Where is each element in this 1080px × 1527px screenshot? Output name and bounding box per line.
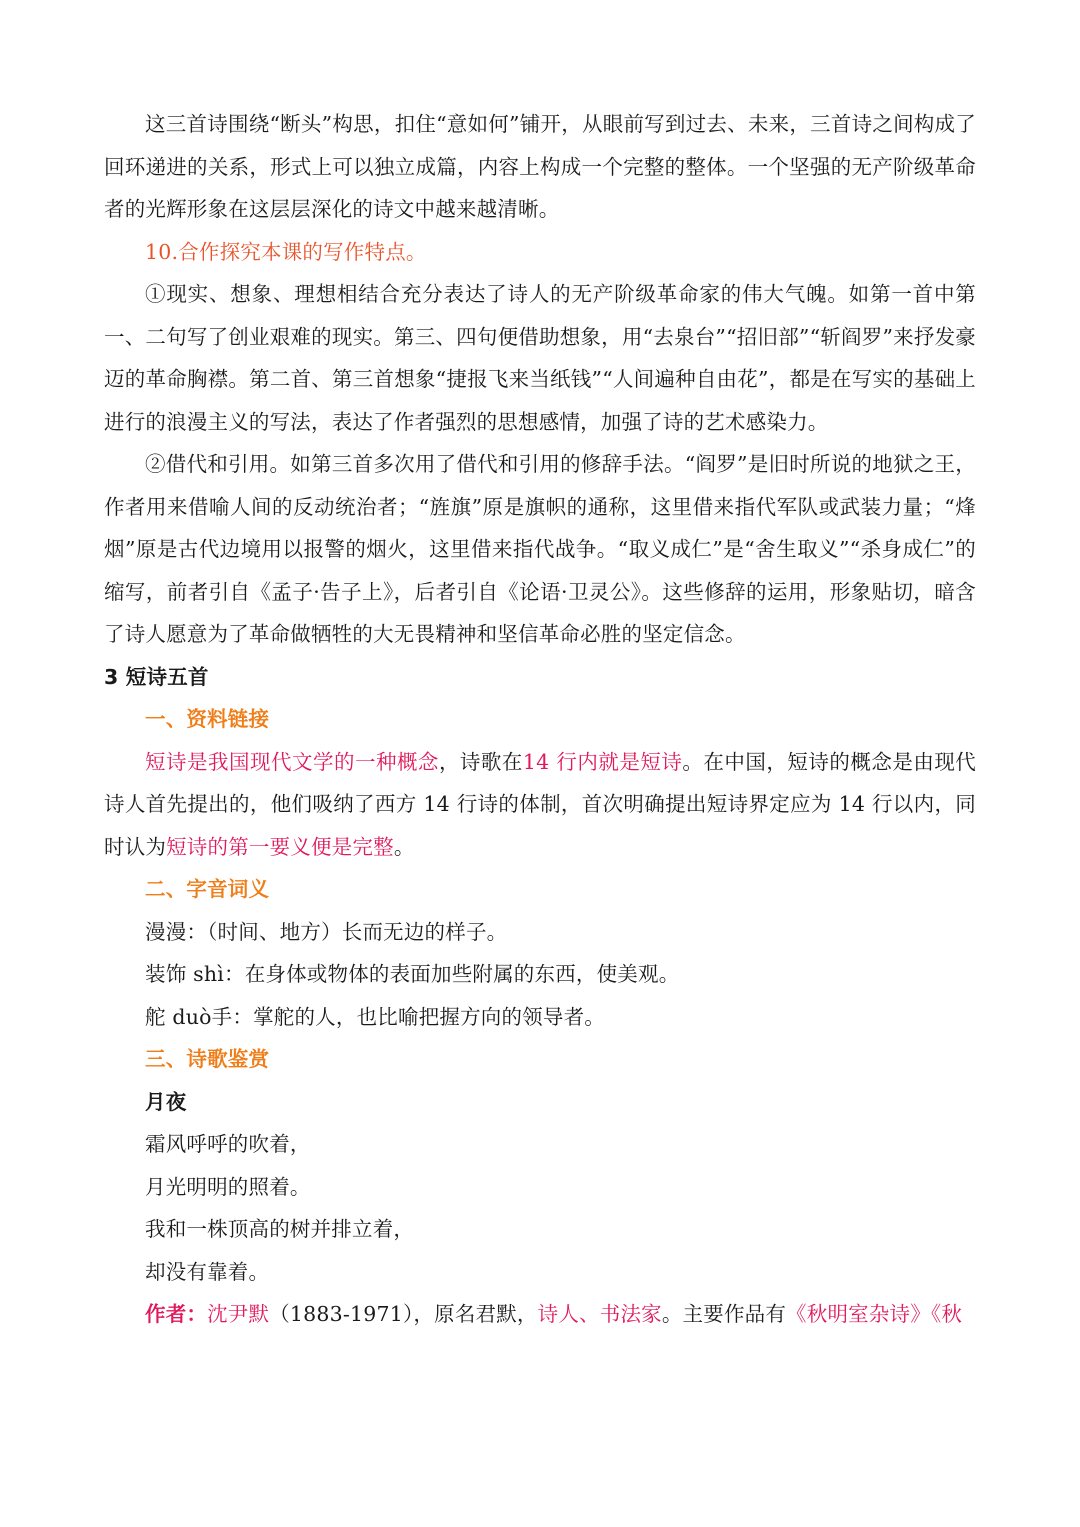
intro-mid-1: ，诗歌在 <box>438 749 523 774</box>
section-heading-vocabulary: 二、字音词义 <box>145 877 270 901</box>
question-10: 10.合作探究本课的写作特点。 <box>145 239 427 264</box>
poem-line: 我和一株顶高的树并排立着， <box>145 1217 415 1241</box>
intro-is: 是 <box>187 749 208 774</box>
poem-line: 月光明明的照着。 <box>145 1174 311 1199</box>
section-heading-appreciation: 三、诗歌鉴赏 <box>145 1047 270 1071</box>
lesson-title: 3 短诗五首 <box>104 664 209 689</box>
poem-line: 却没有靠着。 <box>145 1259 270 1284</box>
summary-paragraph: 这三首诗围绕“断头”构思，扣住“意如何”铺开，从眼前写到过去、未来，三首诗之间构成了回环递进的关系，形式上可以独立成篇，内容上构成一个完整的整体。一个坚强的无产阶级革命者的光辉形象在这层层深化的诗文中越来越清晰。 <box>104 112 976 221</box>
intro-definition-1: 我国现代文学的一种概念 <box>208 749 439 774</box>
intro-definition-2: 14 行内就是短诗 <box>522 749 683 774</box>
intro-definition-3: 短诗的第一要义便是完整 <box>166 834 394 859</box>
author-label: 作者： <box>145 1302 208 1326</box>
feature-point-2: ②借代和引用。如第三首多次用了借代和引用的修辞手法。“阎罗”是旧时所说的地狱之王，作者用来借喻人间的反动统治者；“旌旗”原是旗帜的通称，这里借来指代军队或武装力量；“烽烟”原是古代边境用以报警的烟火，这里借来指代战争。“取义成仁”是“舍生取义”“杀身成仁”的缩写，前者引自《孟子·告子上》，后者引自《论语·卫灵公》。这些修辞的运用，形象贴切，暗含了诗人愿意为了革命做牺牲的大无畏精神和坚信革命必胜的坚定信念。 <box>104 452 976 646</box>
vocab-item: 装饰 shì：在身体或物体的表面加些附属的东西，使美观。 <box>145 962 680 986</box>
intro-paragraph <box>104 741 976 869</box>
poem-line: 霜风呼呼的吹着， <box>145 1132 311 1156</box>
author-paragraph <box>104 1293 976 1336</box>
author-life: （1883-1971），原名君默， <box>269 1302 538 1326</box>
vocab-item: 漫漫：（时间、地方）长而无边的样子。 <box>145 919 508 944</box>
author-works-intro: 。主要作品有 <box>661 1302 787 1326</box>
poem-title: 月夜 <box>145 1089 187 1114</box>
author-roles: 诗人、书法家 <box>537 1302 662 1326</box>
document-page <box>104 103 976 1336</box>
author-works: 《秋明室杂诗》《秋 <box>786 1302 963 1326</box>
vocab-item: 舵 duò手：掌舵的人，也比喻把握方向的领导者。 <box>145 1004 605 1029</box>
author-name: 沈尹默 <box>207 1302 270 1326</box>
intro-end: 。 <box>393 834 415 859</box>
intro-rest: 。在中国，短诗的概念是由现代诗人首先提出的，他们吸纳了西方 14 行诗的体制，首次明确提出短诗界定应为 14 行以内，同时认为 <box>104 749 977 859</box>
term-short-poem: 短诗 <box>145 749 187 774</box>
section-heading-materials: 一、资料链接 <box>145 707 270 731</box>
feature-point-1: ①现实、想象、理想相结合充分表达了诗人的无产阶级革命家的伟大气魄。如第一首中第一、二句写了创业艰难的现实。第三、四句便借助想象，用“去泉台”“招旧部”“斩阎罗”来抒发豪迈的革命胸襟。第二首、第三首想象“捷报飞来当纸钱”“人间遍种自由花”，都是在写实的基础上进行的浪漫主义的写法，表达了作者强烈的思想感情，加强了诗的艺术感染力。 <box>104 282 976 434</box>
